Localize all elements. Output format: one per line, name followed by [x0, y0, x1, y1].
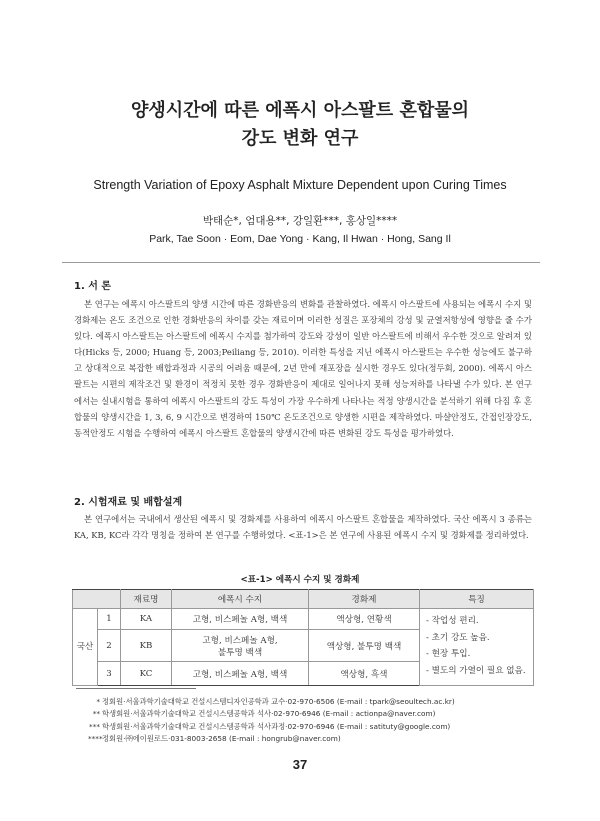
table-header-row [73, 590, 534, 609]
authors-korean: 박태순*, 엄대용**, 강일환***, 홍상일**** [202, 215, 398, 227]
footnote-mark: **** [88, 733, 103, 743]
resin-description-line: 고형, 비스페놀 A형, [202, 635, 278, 646]
header-material-name: 재료명 [121, 590, 172, 609]
introduction-paragraph: 본 연구는 에폭시 아스팔트의 양생 시간에 따른 경화반응의 변화를 관찰하였다. 에폭시 아스팔트에 사용되는 에폭시 수지 및 경화제는 온도 조건으로 인한 경화반응의 차이를 갖는 재료이며 이러한 성질은 포장체의 강성 및 균열저항성에 영향을 줄 수가 있다. 에폭시 아스팔트는 아스팔트에 에폭시 수지를 첨가하여 강도와 강성이 일반 아스팔트에 비해서 우수한 것으로 알려져 있다(Hicks 등, 2000; Huang 등, 2003;Peiliang 등, 2010). 이러한 특성을 지닌 에폭시 아스팔트는 우수한 성능에도 불구하고 상대적으로 복잡한 배합과정과 시공의 어려움 때문에, 2년 만에 재포장을 실시한 경우도 있다(정두회, 2000). 에폭시 아스팔트는 시편의 제작조건 및 환경이 적정치 못한 경우 경화반응이 제대로 일어나지 못해 성능저하를 나타낼 수가 있다. 본 연구에서는 실내시험을 통하여 에폭시 아스팔트의 강도 특성이 가장 우수하게 나타나는 적정 양생시간을 분석하기 위해 다짐 후 혼합물의 양생시간을 1, 3, 6, 9 시간으로 변경하여 150℃ 온도조건으로 양생한 시편을 제작하였다. 마샬안정도, 간접인장강도, 동적안정도 시험을 수행하여 에폭시 아스팔트 혼합물의 양생시간에 따른 변화된 강도 특성을 평가하였다. [74, 299, 532, 438]
resin-description: 고형, 비스페놀 A형, 백색 [172, 662, 309, 686]
footnote [88, 696, 548, 708]
domestic-group-label: 국산 [73, 609, 98, 686]
title-line-1: 양생시간에 따른 에폭시 아스팔트 혼합물의 [130, 100, 470, 121]
english-title: Strength Variation of Epoxy Asphalt Mixture Dependent upon Curing Times [93, 178, 507, 192]
hardener-description: 액상형, 불투명 백색 [309, 630, 420, 662]
section-heading-materials: 2. 시험재료 및 배합설계 [74, 497, 183, 508]
epoxy-resin-table [72, 589, 534, 686]
header-divider [62, 262, 540, 263]
footnote-text: 정회원·㈜에이원로드·031-8003-2658 (E-mail : hongrub@naver.com) [102, 733, 341, 743]
footnote-text: 정회원·서울과학기술대학교 건설시스템디자인공학과 교수·02-970-6506 (E-mail : tpark@seoultech.ac.kr) [102, 697, 455, 706]
table-row [73, 609, 534, 630]
page-number: 37 [292, 757, 308, 772]
row-number: 2 [98, 630, 121, 662]
material-name: KA [121, 609, 172, 630]
table-caption: <표-1> 에폭시 수지 및 경화제 [240, 575, 360, 585]
feature-item: - 현장 투입. [426, 649, 471, 659]
footnote [88, 733, 548, 745]
resin-description-line: 불투명 백색 [217, 647, 263, 658]
section-heading-introduction: 1. 서 론 [74, 281, 112, 292]
footnote [88, 721, 548, 733]
feature-item: - 초기 강도 높음. [426, 632, 490, 643]
footnote-divider [76, 688, 196, 689]
header-epoxy-resin: 에폭시 수지 [172, 590, 309, 609]
footnote-mark: *** [89, 721, 100, 731]
hardener-description: 액상형, 연황색 [309, 609, 420, 630]
footnote-mark: ** [92, 709, 100, 719]
material-name: KB [121, 630, 172, 662]
row-number: 1 [98, 609, 121, 630]
feature-item: - 작업성 편리. [426, 616, 479, 626]
footnotes [88, 696, 548, 745]
material-name: KC [121, 662, 172, 686]
footnote-text: 학생회원·서울과학기술대학교 건설시스템공학과 석사과정·02-970-6946 (E-mail : satituty@google.com) [102, 721, 451, 731]
resin-description: 고형, 비스페놀 A형, 백색 [172, 609, 309, 630]
row-number: 3 [98, 662, 121, 686]
authors-english: Park, Tae Soon · Eom, Dae Yong · Kang, Il Hwan · Hong, Sang Il [149, 233, 451, 245]
resin-description [172, 630, 309, 662]
footnote-mark: * [96, 697, 100, 706]
feature-item: - 별도의 가열이 필요 없음. [426, 665, 526, 676]
title-line-2: 강도 변화 연구 [241, 128, 359, 149]
header-features: 특징 [420, 590, 534, 609]
materials-paragraph: 본 연구에서는 국내에서 생산된 에폭시 및 경화제를 사용하여 에폭시 아스팔트 혼합물을 제작하였다. 국산 에폭시 3 종류는 KA, KB, KC라 각각 명칭을 정하여 본 연구를 수행하였다. <표-1>은 본 연구에 사용된 에폭시 수지 및 경화제를 정리하였다. [74, 514, 532, 541]
hardener-description: 액상형, 흑색 [309, 662, 420, 686]
features-cell [420, 609, 534, 686]
footnote [88, 708, 548, 720]
header-hardener: 경화제 [309, 590, 420, 609]
footnote-text: 학생회원·서울과학기술대학교 건설시스템공학과 석사·02-970-6946 (E-mail : actionpa@naver.com) [102, 709, 436, 719]
table-header-blank [73, 590, 121, 609]
